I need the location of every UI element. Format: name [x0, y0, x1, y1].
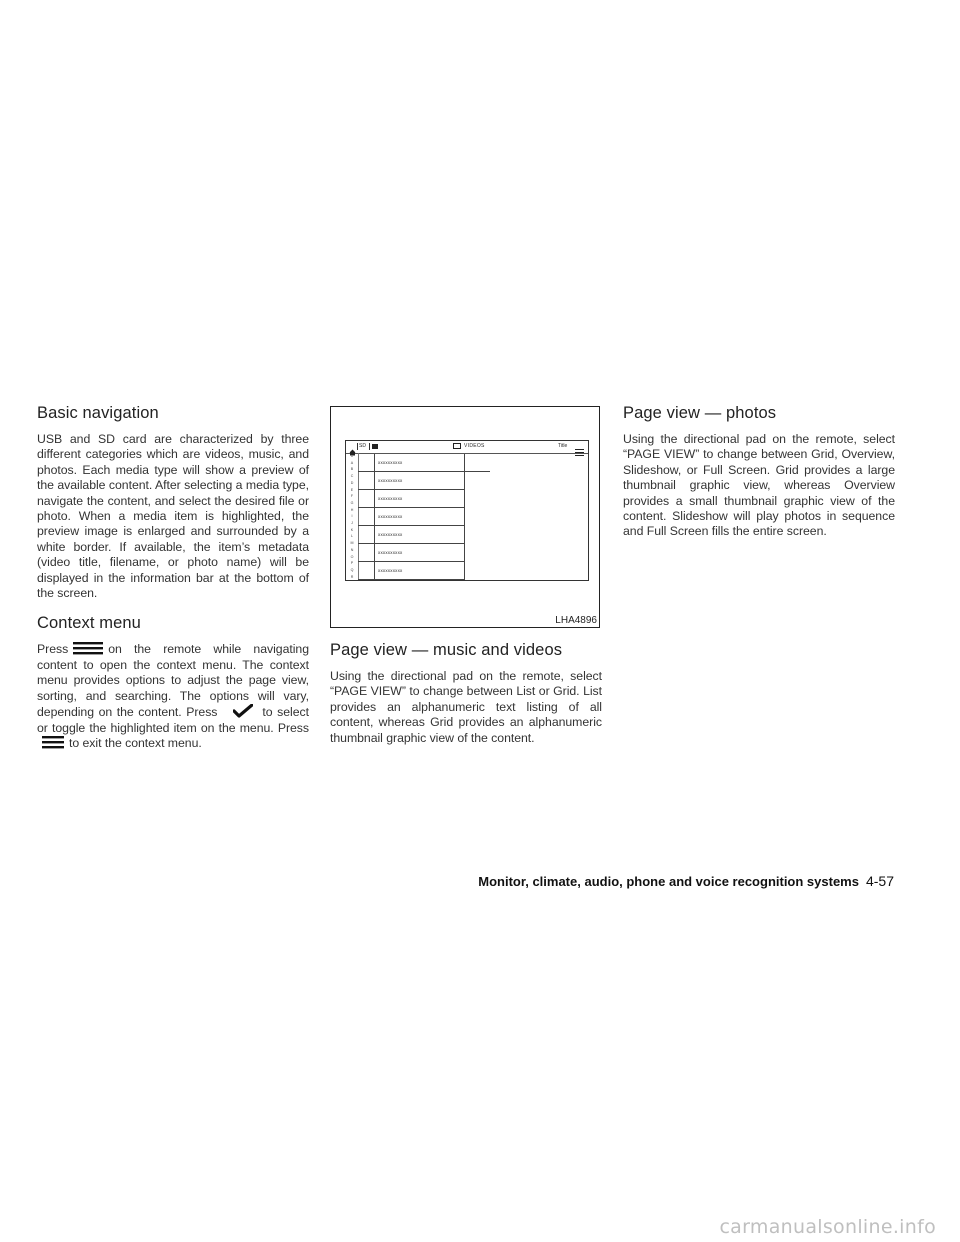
thumbnail	[358, 490, 375, 507]
page-view-music-heading: Page view — music and videos	[330, 641, 563, 659]
alpha-letter: D	[350, 480, 354, 485]
page-footer	[478, 873, 894, 889]
context-menu-body	[37, 642, 309, 751]
check-icon	[233, 704, 253, 718]
source-label: SD	[359, 443, 366, 449]
list-item-title: xxxxxxxxxx	[378, 514, 403, 519]
alpha-letter: H	[350, 507, 354, 512]
alpha-letter: E	[350, 487, 354, 492]
context-menu-text-3: to select or toggle the highlighted item on the menu. Press	[37, 705, 309, 735]
sort-label: Title	[558, 443, 568, 449]
page-view-photos-body: Using the directional pad on the remote, select “PAGE VIEW” to change between Grid, Overview, Slideshow, or Full Screen. Grid provides a large thumbnail graphic view, whereas Overview provides a small thumbnail graphic view of the content. Slideshow will play photos in sequence and Full Screen fills the entire screen.	[623, 432, 895, 539]
thumbnail	[358, 454, 375, 471]
column-middle	[330, 404, 602, 746]
list-item-title: xxxxxxxxxx	[378, 460, 403, 465]
screen-illustration	[330, 406, 600, 628]
context-menu-heading: Context menu	[37, 614, 141, 633]
page-view-music-body: Using the directional pad on the remote, select “PAGE VIEW” to change between List or Grid. List provides an alphanumeric text listing of all content, whereas Grid provides an alphanumeric thumbnail graphic view of the content.	[330, 669, 602, 745]
context-menu-text-4: to exit the context menu.	[69, 735, 202, 750]
list-item	[358, 562, 464, 580]
media-screen	[345, 440, 589, 581]
thumbnail	[358, 544, 375, 561]
alpha-letter: F	[350, 494, 354, 499]
list-item	[358, 472, 464, 490]
alpha-letter: C	[350, 474, 354, 479]
list-item	[358, 526, 464, 544]
usb-icon	[372, 444, 378, 449]
column-right	[623, 404, 895, 540]
alpha-letter: R	[350, 574, 354, 579]
alpha-letter: B	[350, 467, 354, 472]
list-item	[358, 454, 490, 472]
menu-icon	[41, 736, 65, 749]
alpha-letter: A	[350, 460, 354, 465]
alpha-letter: M	[350, 541, 354, 546]
watermark: carmanualsonline.info	[719, 1216, 936, 1238]
alpha-letter: N	[350, 547, 354, 552]
thumbnail	[358, 508, 375, 525]
context-menu-text-2: on the remote while navigating content to open the context menu. The context menu provides options to adjust the page view, sorting, and searching. The options will vary, depending on the content. Press	[37, 642, 309, 720]
thumbnail	[358, 562, 375, 579]
list-item-title: xxxxxxxxxx	[378, 478, 403, 483]
page-number: 4-57	[865, 873, 894, 889]
list-item-title: xxxxxxxxxx	[378, 532, 403, 537]
list-item	[358, 490, 464, 508]
thumbnail	[358, 472, 375, 489]
list-item	[358, 508, 464, 526]
column-left	[37, 404, 309, 751]
thumbnail	[358, 526, 375, 543]
figure-label: LHA4896	[555, 615, 597, 626]
alpha-letter: J	[351, 521, 353, 526]
alpha-letter: I	[351, 514, 353, 519]
menu-icon	[72, 642, 104, 655]
basic-navigation-body: USB and SD card are characterized by three different categories which are videos, music, and photos. Each media type will show a preview of the available content. After selecting a media type, navigate the content, and select the desired file or photo. When a media item is highlighted, the preview image is enlarged and surrounded by a white border. If available, the item’s metadata (video title, filename, or photo name) will be displayed in the information bar at the bottom of the screen.	[37, 432, 309, 601]
video-icon	[453, 443, 461, 449]
category-label: VIDEOS	[464, 443, 485, 449]
alpha-letter: #	[351, 454, 353, 458]
page-view-photos-heading: Page view — photos	[623, 404, 777, 422]
screen-topbar	[346, 441, 588, 454]
content-list	[358, 454, 588, 580]
list-item	[358, 544, 464, 562]
basic-navigation-heading: Basic navigation	[37, 404, 159, 422]
alpha-letter: O	[350, 554, 354, 559]
alpha-letter: P	[350, 561, 354, 566]
alpha-letter: Q	[350, 567, 354, 572]
list-item-title: xxxxxxxxxx	[378, 568, 403, 573]
alpha-letter: G	[350, 500, 354, 505]
alpha-letter: K	[350, 527, 354, 532]
alpha-letter: L	[351, 534, 353, 539]
context-menu-text-1: Press	[37, 642, 69, 657]
list-item-title: xxxxxxxxxx	[378, 550, 403, 555]
list-item-title: xxxxxxxxxx	[378, 496, 403, 501]
footer-section-title: Monitor, climate, audio, phone and voice recognition systems	[478, 874, 859, 889]
